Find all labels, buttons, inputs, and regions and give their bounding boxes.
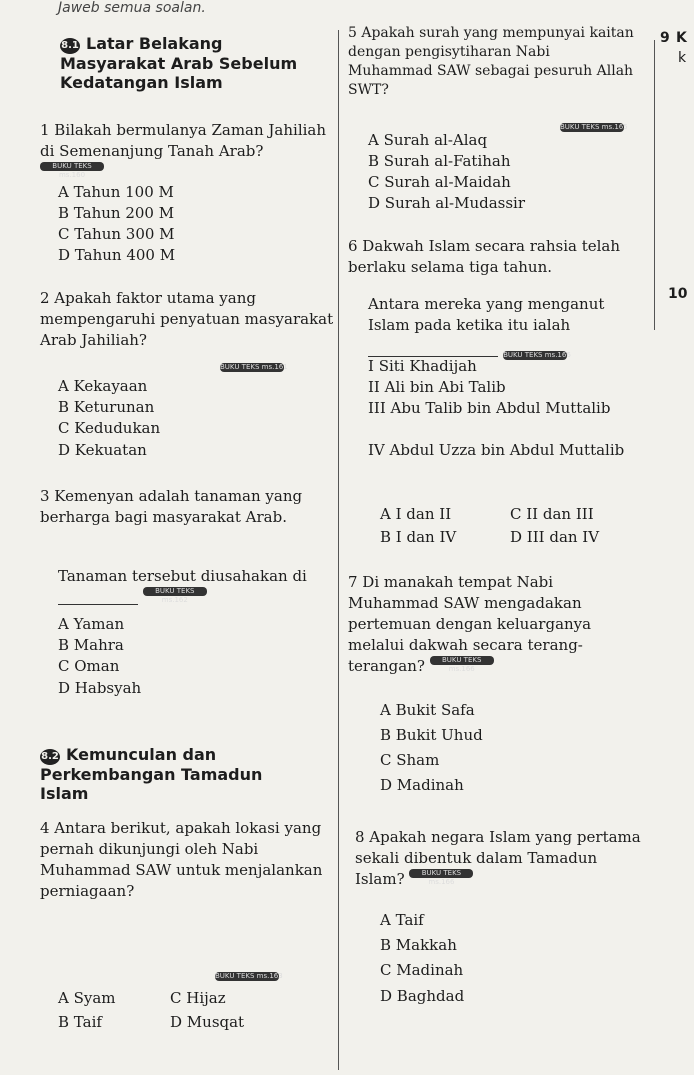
section-heading-8-1 xyxy=(60,34,330,92)
edge-letter: K xyxy=(676,30,687,46)
q7-option-a[interactable]: A Bukit Safa xyxy=(380,701,475,719)
q6-item-2: II Ali bin Abi Talib xyxy=(368,378,506,396)
textbook-ref-tag: BUKU TEKS ms.165 xyxy=(560,123,628,131)
q6-item-4: IV Abdul Uzza bin Abdul Muttalib xyxy=(368,441,625,459)
q6-option-a[interactable]: A I dan II xyxy=(380,505,452,523)
q5-option-d[interactable]: D Surah al-Mudassir xyxy=(368,194,526,212)
q5-ref xyxy=(560,114,628,133)
q4-option-c[interactable]: C Hijaz xyxy=(170,989,226,1007)
q6-item-1: I Siti Khadijah xyxy=(368,357,477,375)
q5-option-b[interactable]: B Surah al-Fatihah xyxy=(368,152,511,170)
question-text: 3 Kemenyan adalah tanaman yang berharga bagi masyarakat Arab. xyxy=(40,487,303,526)
section-title: Latar Belakang Masyarakat Arab Sebelum Kedatangan Islam xyxy=(60,34,298,92)
question-1 xyxy=(40,120,330,183)
section-title: Kemunculan dan Perkembangan Tamadun Islam xyxy=(40,745,263,803)
q5-option-c[interactable]: C Surah al-Maidah xyxy=(368,173,511,191)
question-3-stem xyxy=(58,566,338,608)
q6-option-b[interactable]: B I dan IV xyxy=(380,528,457,546)
q8-option-b[interactable]: B Makkah xyxy=(380,936,457,954)
q7-option-c[interactable]: C Sham xyxy=(380,751,440,769)
question-8 xyxy=(355,827,645,890)
q6-option-c[interactable]: C II dan III xyxy=(510,505,594,523)
q2-option-d[interactable]: D Kekuatan xyxy=(58,441,147,459)
edge-question-number-9: 9 xyxy=(660,30,670,46)
question-stem-text: Tanaman tersebut diusahakan di xyxy=(58,567,307,585)
textbook-ref-tag: BUKU TEKS ms.166 xyxy=(430,656,494,665)
textbook-ref-tag: BUKU TEKS ms.166 xyxy=(503,351,571,359)
question-2 xyxy=(40,288,335,351)
q2-option-a[interactable]: A Kekayaan xyxy=(58,377,148,395)
q1-option-c[interactable]: C Tahun 300 M xyxy=(58,225,175,243)
page-header: Jaweb semua soalan. xyxy=(58,0,206,16)
q5-option-a[interactable]: A Surah al-Alaq xyxy=(368,131,488,149)
q4-option-b[interactable]: B Taif xyxy=(58,1013,102,1031)
question-text: 4 Antara berikut, apakah lokasi yang pernah dikunjungi oleh Nabi Muhammad SAW untuk menjalankan perniagaan? xyxy=(40,819,323,900)
edge-question-number-10: 10 xyxy=(668,286,688,302)
q3-option-d[interactable]: D Habsyah xyxy=(58,679,142,697)
right-edge-divider xyxy=(654,40,655,330)
q4-ref xyxy=(215,963,283,982)
q2-ref xyxy=(220,354,288,373)
q1-option-a[interactable]: A Tahun 100 M xyxy=(58,183,174,201)
q8-option-d[interactable]: D Baghdad xyxy=(380,987,465,1005)
q8-option-a[interactable]: A Taif xyxy=(380,911,424,929)
section-badge: 8.1 xyxy=(60,38,80,54)
question-4 xyxy=(40,818,335,902)
section-badge: 8.2 xyxy=(40,749,60,765)
question-5 xyxy=(348,24,638,100)
question-7 xyxy=(348,572,640,677)
q1-option-b[interactable]: B Tahun 200 M xyxy=(58,204,175,222)
textbook-ref-tag: BUKU TEKS ms.166 xyxy=(409,869,473,878)
question-stem-text: Antara mereka yang menganut Islam pada ketika itu ialah xyxy=(368,295,605,334)
q1-option-d[interactable]: D Tahun 400 M xyxy=(58,246,176,264)
q3-option-c[interactable]: C Oman xyxy=(58,657,120,675)
question-6 xyxy=(348,236,638,278)
q6-option-d[interactable]: D III dan IV xyxy=(510,528,600,546)
q8-option-c[interactable]: C Madinah xyxy=(380,961,464,979)
question-6-stem xyxy=(368,294,643,336)
textbook-ref-tag: BUKU TEKS ms.162 xyxy=(143,587,207,596)
section-heading-8-2 xyxy=(40,745,310,803)
q3-option-b[interactable]: B Mahra xyxy=(58,636,124,654)
textbook-ref-tag: BUKU TEKS ms.160 xyxy=(40,162,104,171)
q4-option-a[interactable]: A Syam xyxy=(58,989,116,1007)
textbook-ref-tag: BUKU TEKS ms.163 xyxy=(215,972,283,980)
question-text: 5 Apakah surah yang mempunyai kaitan dengan pengisytiharan Nabi Muhammad SAW sebagai pesuruh Allah SWT? xyxy=(348,25,634,98)
q3-option-a[interactable]: A Yaman xyxy=(58,615,125,633)
question-text: 2 Apakah faktor utama yang mempengaruhi penyatuan masyarakat Arab Jahiliah? xyxy=(40,289,334,349)
q7-option-d[interactable]: D Madinah xyxy=(380,776,464,794)
q7-option-b[interactable]: B Bukit Uhud xyxy=(380,726,483,744)
edge-letter-small: k xyxy=(678,50,687,66)
question-text: 1 Bilakah bermulanya Zaman Jahiliah di Semenanjung Tanah Arab? xyxy=(40,121,327,160)
question-text: 7 Di manakah tempat Nabi Muhammad SAW mengadakan pertemuan dengan keluarganya melalui dakwah secara terang-terangan? xyxy=(348,573,592,675)
q2-option-b[interactable]: B Keturunan xyxy=(58,398,155,416)
answer-blank xyxy=(58,590,138,605)
q6-item-3: III Abu Talib bin Abdul Muttalib xyxy=(368,399,611,417)
q4-option-d[interactable]: D Musqat xyxy=(170,1013,245,1031)
question-3 xyxy=(40,486,335,528)
textbook-ref-tag: BUKU TEKS ms.161 xyxy=(220,363,288,371)
q2-option-c[interactable]: C Kedudukan xyxy=(58,419,161,437)
question-text: 8 Apakah negara Islam yang pertama sekali dibentuk dalam Tamadun Islam? xyxy=(355,828,641,888)
question-text: 6 Dakwah Islam secara rahsia telah berlaku selama tiga tahun. xyxy=(348,237,621,276)
column-divider xyxy=(338,30,339,1070)
